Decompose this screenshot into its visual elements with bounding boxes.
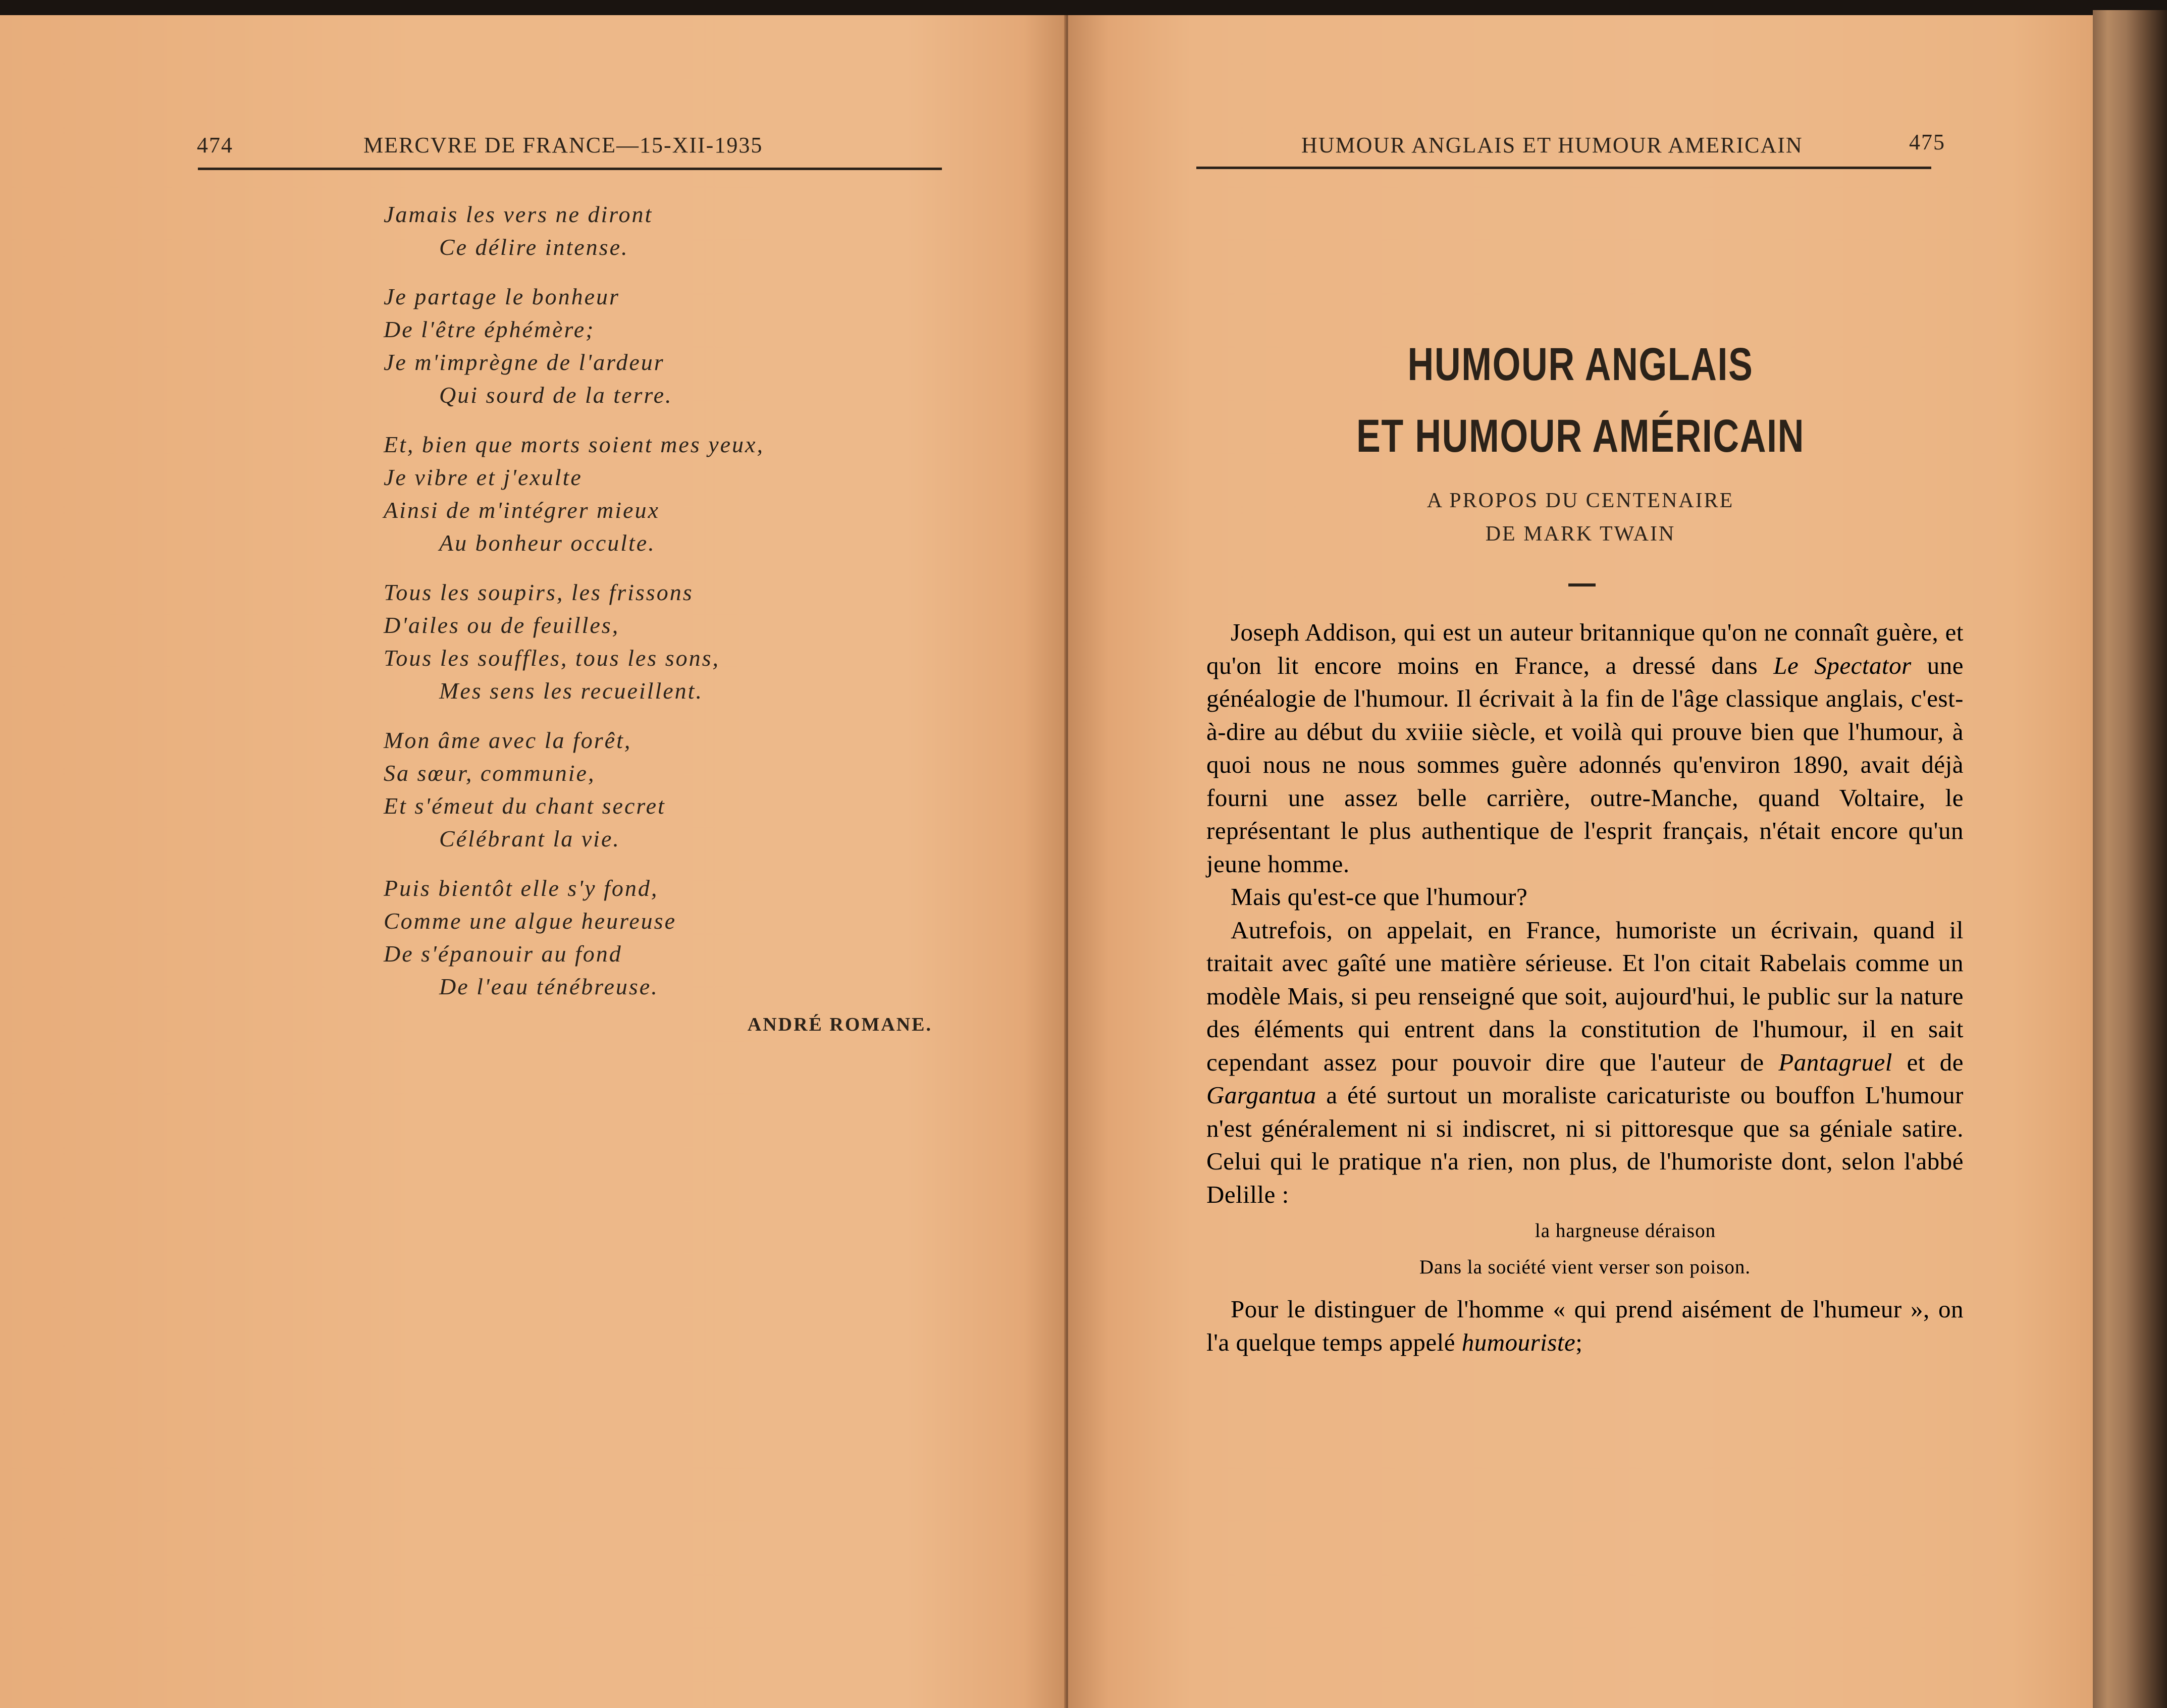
running-head-right: HUMOUR ANGLAIS ET HUMOUR AMERICAIN (1301, 133, 1803, 157)
header-rule-right (1196, 167, 1931, 169)
paragraph-text: Autrefois, on appelait, en France, humoriste un écrivain, quand il traitait avec gaîté une matière sérieuse. Et l'on citait Rabelais comme un modèle Mais, si peu renseigné que soit, aujourd'hui, le public sur la nature des éléments qui entrent dans la constitution de l'humour, il en sait cependant assez pour pouvoir dire que l'auteur de (1206, 916, 1964, 1076)
running-head-left: MERCVRE DE FRANCE—15-XII-1935 (363, 133, 763, 157)
paragraph-text: et de (1892, 1048, 1964, 1076)
poem-line: De l'eau ténébreuse. (439, 974, 659, 999)
article-subtitle-line-2: DE MARK TWAIN (1485, 522, 1676, 546)
poem (384, 198, 764, 1020)
poem-line: Jamais les vers ne diront (384, 201, 653, 227)
paragraph-text: Mais qu'est-ce que l'humour? (1231, 883, 1528, 911)
paragraph-text: ; (1575, 1328, 1583, 1356)
poem-stanza (384, 872, 764, 1003)
article-subtitle-line-1: A PROPOS DU CENTENAIRE (1426, 489, 1734, 512)
emphasized-word: humouriste (1461, 1328, 1576, 1356)
poem-line: Qui sourd de la terre. (439, 382, 673, 408)
verse-quote (1206, 1213, 1964, 1286)
article-body (1206, 616, 1964, 1359)
poem-line: Comme une algue heureuse (384, 908, 676, 934)
poem-line: Mon âme avec la forêt, (384, 727, 632, 753)
poem-line: De l'être éphémère; (384, 316, 595, 342)
paragraph (1206, 880, 1964, 914)
poem-stanza (384, 724, 764, 855)
poem-stanza (384, 280, 764, 411)
poem-line: Au bonheur occulte. (439, 530, 656, 556)
poem-line: Je partage le bonheur (384, 284, 620, 309)
poem-line: Ce délire intense. (439, 234, 629, 260)
poem-stanza (384, 576, 764, 707)
book-title: Gargantua (1206, 1081, 1316, 1109)
poem-line: De s'épanouir au fond (384, 941, 622, 967)
poem-line: Et s'émeut du chant secret (384, 793, 666, 819)
poem-line: Je vibre et j'exulte (384, 464, 583, 490)
article-title-line-1: HUMOUR ANGLAIS (1407, 339, 1754, 390)
page-number-right: 475 (1909, 130, 1945, 154)
left-page (0, 15, 1066, 1708)
poem-line: Mes sens les recueillent. (439, 678, 703, 704)
paragraph-text: a été surtout un moraliste caricaturiste ou bouffon L'humour n'est généralement ni si indiscret, ni si pittoresque que sa géniale satire. Celui qui le pratique n'a rien, non plus, de l'humoriste dont, selon l'abbé Delille : (1206, 1081, 1964, 1208)
paragraph-text: Pour le distinguer de l'homme « qui prend aisément de l'humeur », on l'a quelque temps appelé (1206, 1295, 1964, 1356)
poem-line: Sa sœur, communie, (384, 760, 596, 786)
poem-line: Célébrant la vie. (439, 826, 620, 851)
header-rule-left (198, 168, 942, 170)
paragraph-text: une généalogie de l'humour. Il écrivait à la fin de l'âge classique anglais, c'est-à-dire au début du xviiie siècle, et voilà qui prouve bien que l'humour, à quoi nous ne nous sommes guère adonnés qu'environ 1890, avait déjà fourni une assez belle carrière, outre-Manche, quand Voltaire, le représentant le plus authentique de l'esprit français, n'était encore qu'un jeune homme. (1206, 651, 1964, 878)
paragraph-text: Joseph Addison, qui est un auteur britannique qu'on ne connaît guère, et qu'on lit encore moins en France, a dressé dans (1206, 618, 1964, 679)
paragraph (1206, 616, 1964, 880)
quote-line: Dans la société vient verser son poison. (1419, 1256, 1751, 1278)
poem-line: Tous les souffles, tous les sons, (384, 645, 720, 671)
poem-line: Ainsi de m'intégrer mieux (384, 497, 660, 523)
poem-stanza (384, 428, 764, 559)
book-title: Pantagruel (1778, 1048, 1892, 1076)
quote-line: la hargneuse déraison (1535, 1220, 1716, 1242)
paragraph (1206, 914, 1964, 1211)
poem-line: D'ailes ou de feuilles, (384, 612, 620, 638)
poem-line: Et, bien que morts soient mes yeux, (384, 432, 764, 457)
poem-author: ANDRÉ ROMANE. (747, 1014, 932, 1035)
poem-line: Je m'imprègne de l'ardeur (384, 349, 665, 375)
poem-line: Tous les soupirs, les frissons (384, 579, 694, 605)
page-number-left: 474 (197, 133, 233, 157)
article-title-line-2: ET HUMOUR AMÉRICAIN (1356, 410, 1805, 462)
page-block-edge (2093, 10, 2167, 1708)
poem-stanza (384, 198, 764, 263)
paragraph (1206, 1293, 1964, 1359)
title-separator (1568, 583, 1596, 586)
poem-line: Puis bientôt elle s'y fond, (384, 875, 659, 901)
journal-title: Le Spectator (1773, 651, 1912, 679)
